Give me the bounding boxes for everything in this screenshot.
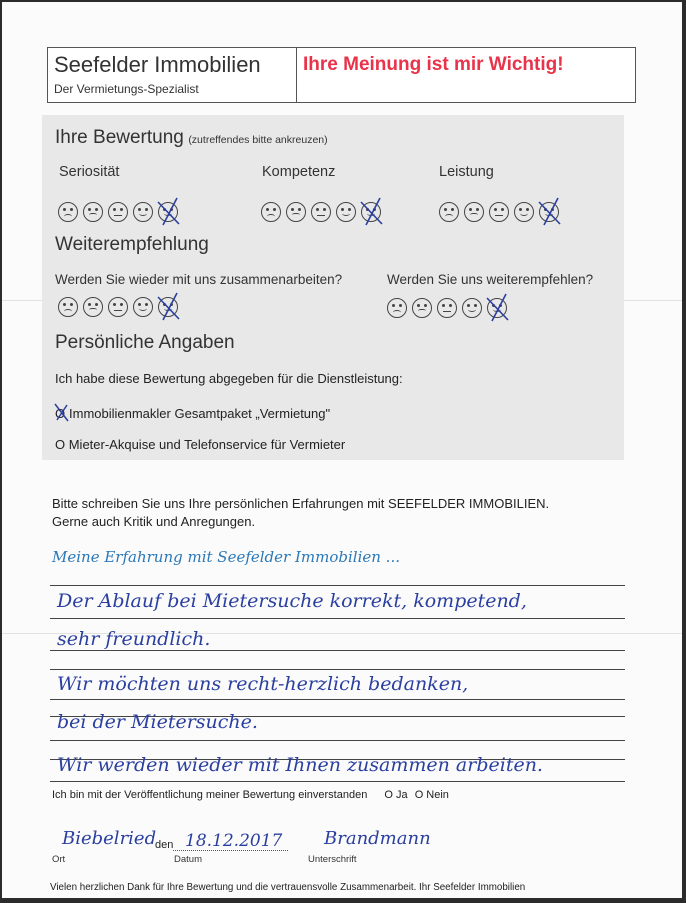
cross-mark-icon: [155, 196, 183, 228]
option-checkbox[interactable]: O: [55, 406, 67, 421]
rating-section-title: [55, 127, 328, 149]
sad-face-icon[interactable]: [412, 298, 432, 318]
writing-line: [50, 669, 625, 670]
smile-face-icon[interactable]: [133, 297, 153, 317]
neutral-face-icon[interactable]: [311, 202, 331, 222]
writing-line: [50, 699, 625, 700]
happy-face-icon[interactable]: [361, 202, 381, 222]
feedback-form-page: [2, 2, 682, 898]
category-label-seriositaet: Seriosität: [59, 164, 120, 180]
very-sad-face-icon[interactable]: [439, 202, 459, 222]
handwritten-line-2: sehr freundlich.: [57, 628, 211, 650]
cross-mark-icon: [155, 291, 183, 323]
place-value: Biebelried: [62, 828, 157, 849]
cross-mark-icon: [53, 402, 71, 424]
neutral-face-icon[interactable]: [489, 202, 509, 222]
neutral-face-icon[interactable]: [437, 298, 457, 318]
category-label-kompetenz: Kompetenz: [262, 164, 336, 180]
writing-line: [50, 740, 625, 741]
option-label: Immobilienmakler Gesamtpaket „Vermietung": [69, 406, 331, 421]
happy-face-icon[interactable]: [539, 202, 559, 222]
personal-title: Persönliche Angaben: [55, 332, 235, 353]
signature-label: Unterschrift: [308, 854, 357, 865]
recommendation-title: Weiterempfehlung: [55, 234, 209, 255]
question-collaborate: Werden Sie wieder mit uns zusammenarbeiten?: [55, 272, 343, 287]
cross-mark-icon: [358, 196, 386, 228]
writing-line: [50, 585, 625, 586]
header-box: [47, 47, 636, 103]
neutral-face-icon[interactable]: [108, 297, 128, 317]
writing-line: [50, 618, 625, 619]
handwritten-line-5: Wir werden wieder mit Ihnen zusammen arbeiten.: [57, 754, 543, 776]
neutral-face-icon[interactable]: [108, 202, 128, 222]
happy-face-icon[interactable]: [158, 202, 178, 222]
feedback-heading: Meine Erfahrung mit Seefelder Immobilien ...: [52, 548, 400, 566]
service-option-2[interactable]: O Mieter-Akquise und Telefonservice für Vermieter: [55, 437, 346, 452]
cross-mark-icon: [484, 292, 512, 324]
category-label-leistung: Leistung: [439, 164, 494, 180]
date-label: Datum: [174, 854, 202, 865]
handwritten-line-3: Wir möchten uns recht-herzlich bedanken,: [57, 673, 469, 695]
date-prefix: den: [155, 839, 174, 851]
writing-line: [50, 650, 625, 651]
smiley-scale[interactable]: [261, 202, 381, 222]
feedback-intro-2: Gerne auch Kritik und Anregungen.: [52, 514, 256, 529]
cross-mark-icon: [536, 196, 564, 228]
footer-thanks: Vielen herzlichen Dank für Ihre Bewertung und die vertrauensvolle Zusammenarbeit. Ihr Seefelder Immobilien: [50, 882, 526, 893]
sad-face-icon[interactable]: [286, 202, 306, 222]
sad-face-icon[interactable]: [83, 202, 103, 222]
smiley-scale[interactable]: [387, 298, 507, 318]
smiley-scale[interactable]: [58, 202, 178, 222]
very-sad-face-icon[interactable]: [58, 202, 78, 222]
rating-title: Ihre Bewertung: [55, 127, 184, 148]
very-sad-face-icon[interactable]: [261, 202, 281, 222]
handwritten-line-1: Der Ablauf bei Mietersuche korrekt, kompetend,: [57, 590, 527, 612]
personal-intro: Ich habe diese Bewertung abgegeben für die Dienstleistung:: [55, 371, 403, 386]
form-panel: [42, 115, 624, 460]
sad-face-icon[interactable]: [464, 202, 484, 222]
feedback-intro-1: Bitte schreiben Sie uns Ihre persönlichen Erfahrungen mit SEEFELDER IMMOBILIEN.: [52, 496, 550, 511]
consent-no[interactable]: O Nein: [414, 789, 449, 801]
place-label: Ort: [52, 854, 66, 865]
brand-tagline: Der Vermietungs-Spezialist: [54, 82, 199, 96]
slogan: Ihre Meinung ist mir Wichtig!: [303, 54, 564, 75]
smile-face-icon[interactable]: [336, 202, 356, 222]
smile-face-icon[interactable]: [462, 298, 482, 318]
very-sad-face-icon[interactable]: [387, 298, 407, 318]
sad-face-icon[interactable]: [83, 297, 103, 317]
very-sad-face-icon[interactable]: [58, 297, 78, 317]
smile-face-icon[interactable]: [514, 202, 534, 222]
signature-value: Brandmann: [324, 828, 431, 849]
consent-text: Ich bin mit der Veröffentlichung meiner Bewertung einverstanden: [52, 789, 368, 801]
service-option-1[interactable]: [55, 406, 330, 421]
smile-face-icon[interactable]: [133, 202, 153, 222]
consent-row: [52, 789, 449, 801]
header-brand-cell: [48, 48, 297, 102]
consent-yes[interactable]: O Ja: [384, 789, 408, 801]
handwritten-line-4: bei der Mietersuche.: [57, 711, 258, 733]
brand-name: Seefelder Immobilien: [54, 52, 261, 77]
happy-face-icon[interactable]: [487, 298, 507, 318]
rating-hint: (zutreffendes bitte ankreuzen): [188, 134, 328, 146]
smiley-scale[interactable]: [58, 297, 178, 317]
happy-face-icon[interactable]: [158, 297, 178, 317]
question-recommend: Werden Sie uns weiterempfehlen?: [387, 272, 594, 287]
smiley-scale[interactable]: [439, 202, 559, 222]
date-value: 18.12.2017: [185, 831, 283, 851]
writing-line: [50, 781, 625, 782]
